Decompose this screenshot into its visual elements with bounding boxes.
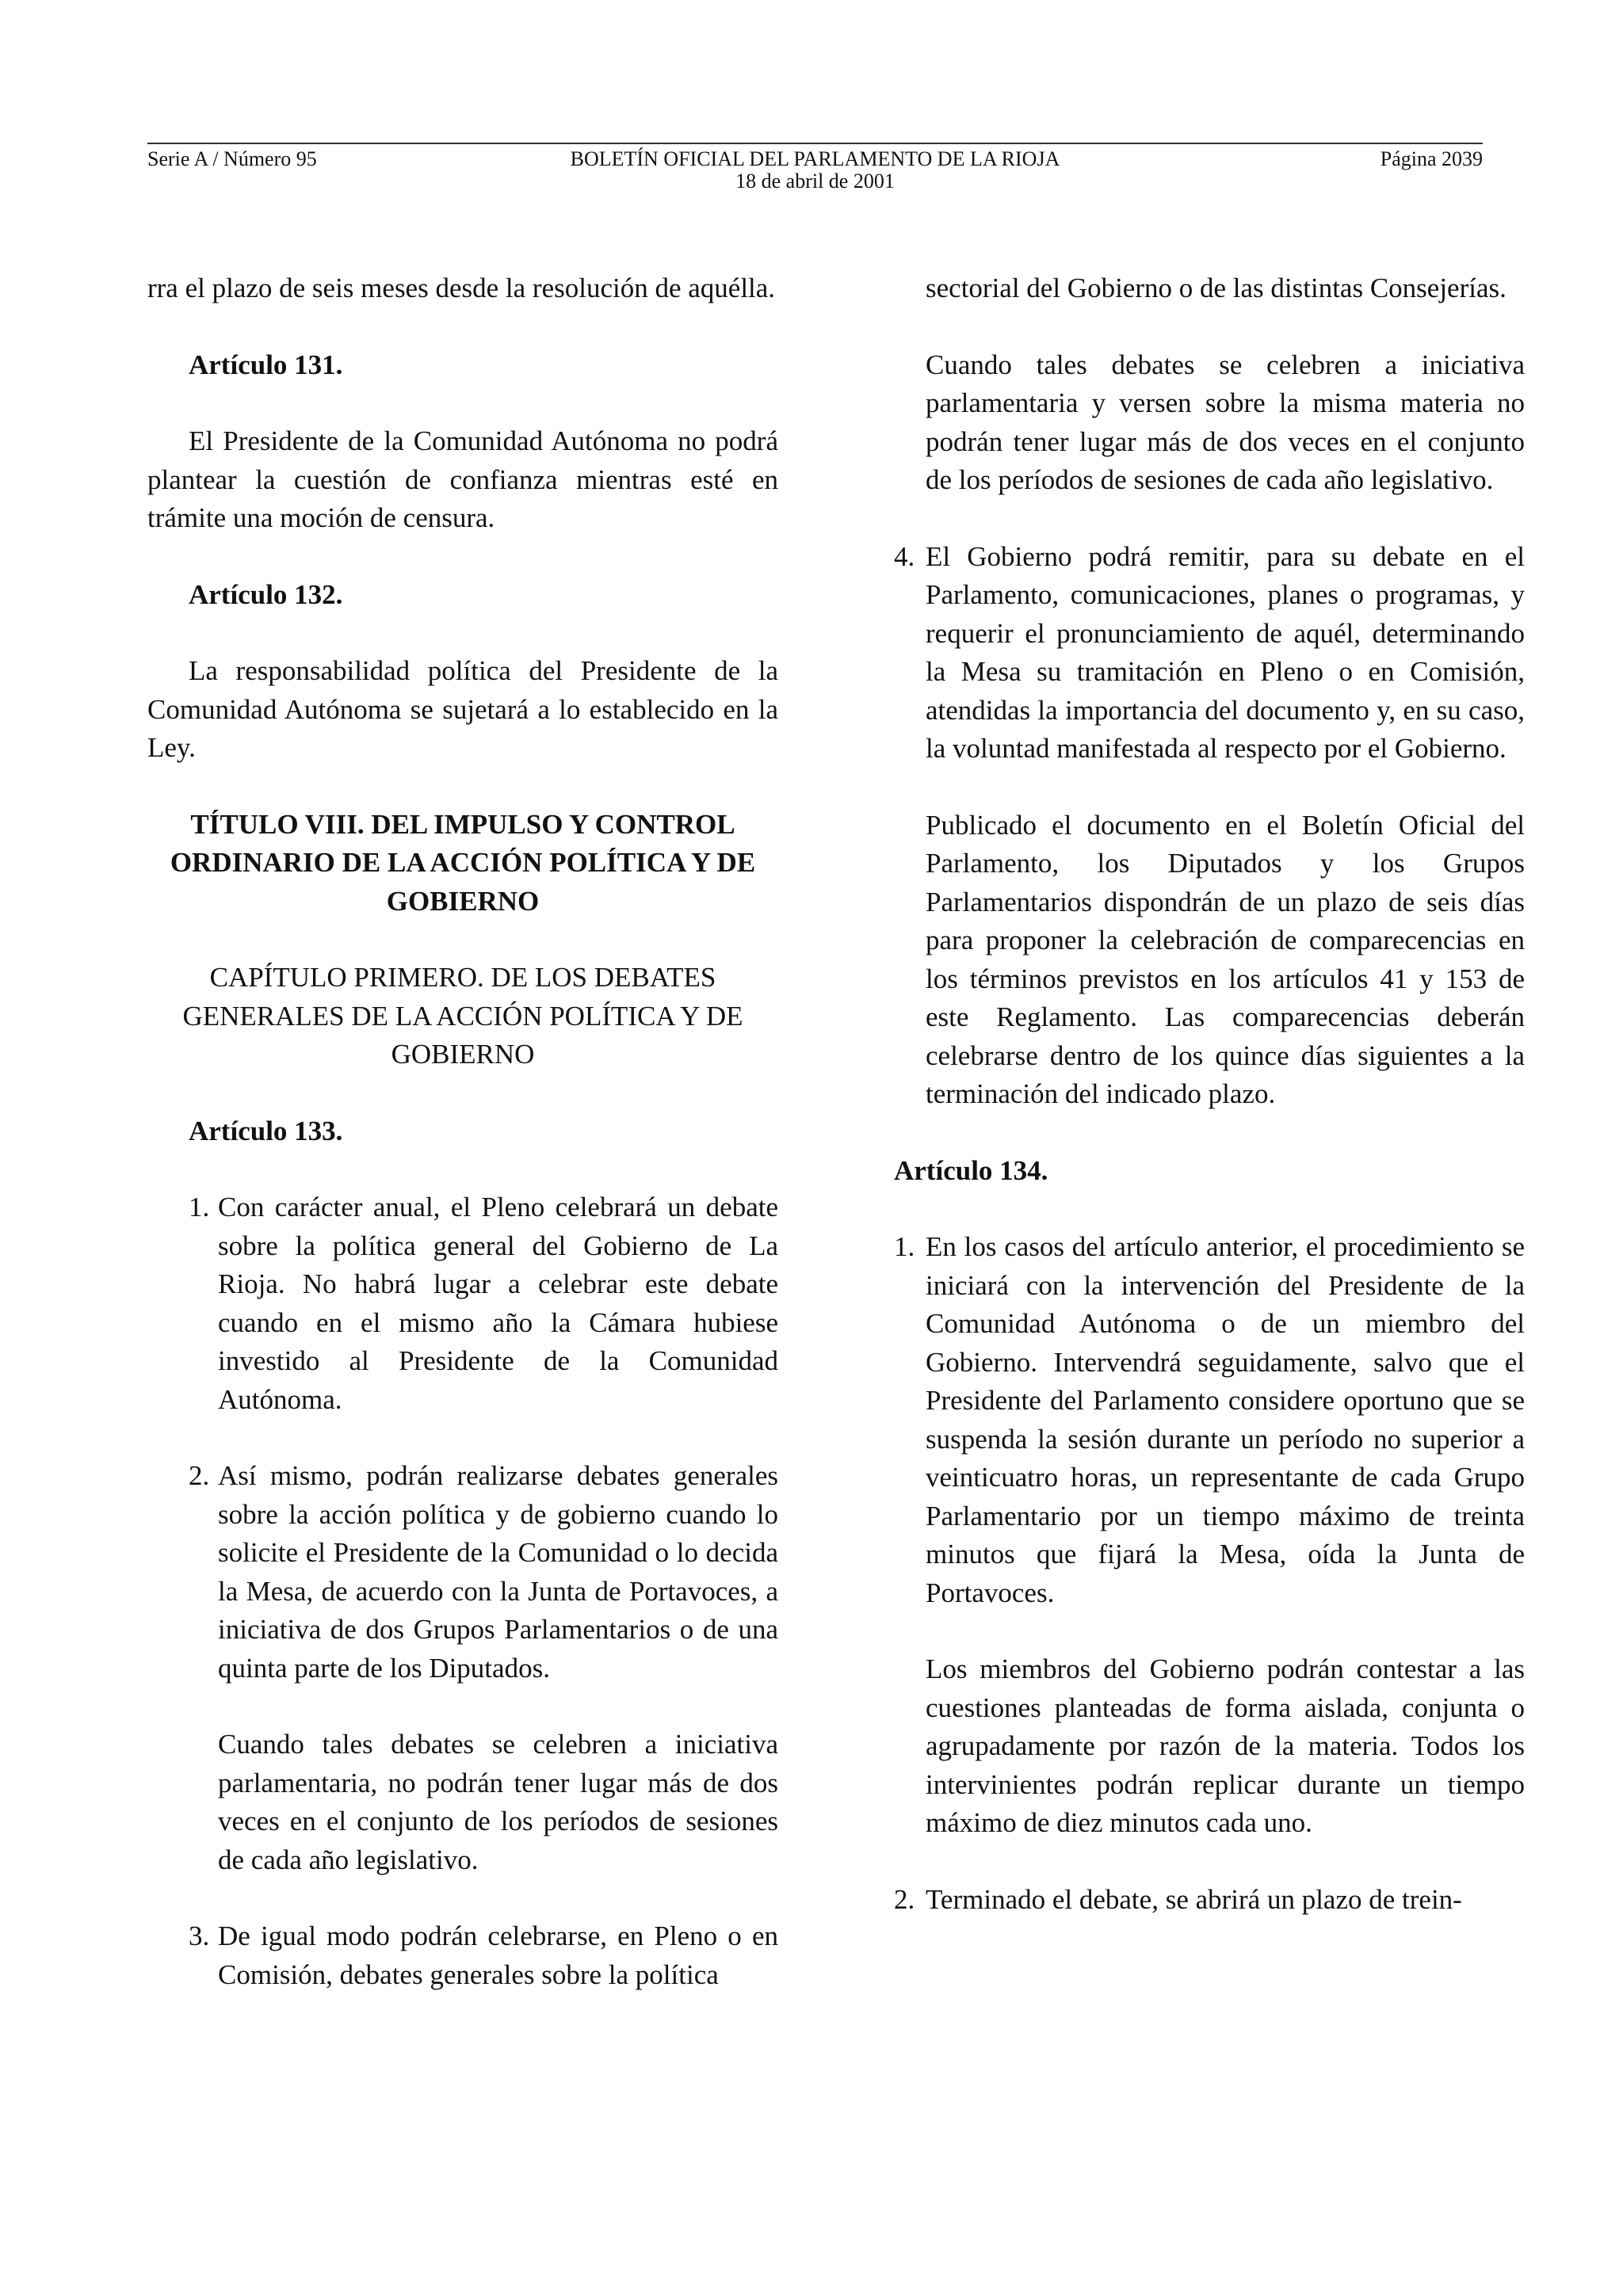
list-item-subparagraph: Publicado el documento en el Boletín Oficial del Parlamento, los Diputados y los Grupos Parlamentarios dispondrán de un plazo de seis días para proponer la celebración de comparecencias en los términos previstos en los artículos 41 y 153 de este Reglamento. Las comparecencias deberán celebrarse dentro de los quince días siguientes a la terminación del indicado plazo.: [926, 809, 1525, 1109]
title-viii-heading: TÍTULO VIII. DEL IMPULSO Y CONTROL ORDINARIO DE LA ACCIÓN POLÍTICA Y DE GOBIERNO: [170, 808, 756, 917]
article-131-heading: Artículo 131.: [189, 349, 343, 380]
publication-date: 18 de abril de 2001: [735, 170, 895, 193]
article-131-text: El Presidente de la Comunidad Autónoma no podrá plantear la cuestión de confianza mientras esté en trámite una moción de censura.: [147, 425, 778, 533]
list-item-number: 4.: [894, 540, 915, 572]
list-item-text: El Gobierno podrá remitir, para su debate en el Parlamento, comunicaciones, planes o programas, y requerir el pronunciamiento de aquél, determinando la Mesa su tramitación en Pleno o en Comisión, atendidas la importancia del documento y, en su caso, la voluntad manifestada al respecto por el Gobierno.: [926, 540, 1525, 764]
list-item-number: 1.: [894, 1231, 915, 1262]
list-item-text: En los casos del artículo anterior, el procedimiento se iniciará con la intervención del Presidente de la Comunidad Autónoma o de un miembro del Gobierno. Intervendrá seguidamente, salvo que el Presidente del Parlamento considere oportuno que se suspenda la sesión durante un período no superior a veinticuatro horas, un representante de cada Grupo Parlamentario por un tiempo máximo de treinta minutos que fijará la Mesa, oída la Junta de Portavoces.: [926, 1231, 1525, 1608]
list-item-subparagraph: Cuando tales debates se celebren a iniciativa parlamentaria y versen sobre la misma materia no podrán tener lugar más de dos veces en el conjunto de los períodos de sesiones de cada año legislativo.: [926, 349, 1525, 495]
list-item-text: De igual modo podrán celebrarse, en Pleno o en Comisión, debates generales sobre la política: [218, 1920, 778, 1990]
list-item-subparagraph: Cuando tales debates se celebren a iniciativa parlamentaria, no podrán tener lugar más de dos veces en el conjunto de los períodos de sesiones de cada año legislativo.: [218, 1729, 778, 1875]
list-item-number: 2.: [189, 1460, 210, 1491]
list-item: [894, 538, 1525, 769]
paragraph-continuation: sectorial del Gobierno o de las distintas Consejerías.: [926, 273, 1507, 303]
article-133-heading: Artículo 133.: [189, 1115, 343, 1146]
list-item: [894, 1228, 1525, 1612]
list-item-number: 2.: [894, 1883, 915, 1915]
article-132-heading: Artículo 132.: [189, 578, 343, 610]
list-item-text: Terminado el debate, se abrirá un plazo de trein-: [926, 1883, 1462, 1915]
list-item: [147, 1457, 778, 1688]
paragraph-continuation: rra el plazo de seis meses desde la resolución de aquélla.: [147, 273, 776, 303]
list-item: [147, 1188, 778, 1419]
list-item-subparagraph: Los miembros del Gobierno podrán contestar a las cuestiones planteadas de forma aislada, conjunta o agrupadamente por razón de la materia. Todos los intervinientes podrán replicar durante un tiempo máximo de diez minutos cada uno.: [926, 1653, 1525, 1838]
list-item-number: 3.: [189, 1920, 210, 1951]
right-column: [894, 269, 1525, 1957]
publication-title: BOLETÍN OFICIAL DEL PARLAMENTO DE LA RIOJA: [570, 147, 1060, 170]
list-item-number: 1.: [189, 1192, 210, 1222]
series-number: Serie A / Número 95: [147, 147, 317, 170]
left-column: [147, 269, 778, 2032]
list-item-text: Así mismo, podrán realizarse debates generales sobre la acción política y de gobierno cuando lo solicite el Presidente de la Comunidad o lo decida la Mesa, de acuerdo con la Junta de Portavoces, a iniciativa de dos Grupos Parlamentarios o de una quinta parte de los Diputados.: [218, 1460, 778, 1684]
page-header: [147, 143, 1483, 201]
list-item-text: Con carácter anual, el Pleno celebrará un debate sobre la política general del Gobierno de La Rioja. No habrá lugar a celebrar este debate cuando en el mismo año la Cámara hubiese investido al Presidente de la Comunidad Autónoma.: [218, 1192, 778, 1415]
page-number: Página 2039: [1380, 147, 1483, 170]
chapter-one-heading: CAPÍTULO PRIMERO. DE LOS DEBATES GENERALES DE LA ACCIÓN POLÍTICA Y DE GOBIERNO: [182, 962, 743, 1070]
list-item: [147, 1917, 778, 1994]
list-item: [894, 1881, 1525, 1920]
article-132-text: La responsabilidad política del Presidente de la Comunidad Autónoma se sujetará a lo establecido en la Ley.: [147, 655, 778, 763]
article-134-heading: Artículo 134.: [894, 1154, 1048, 1186]
